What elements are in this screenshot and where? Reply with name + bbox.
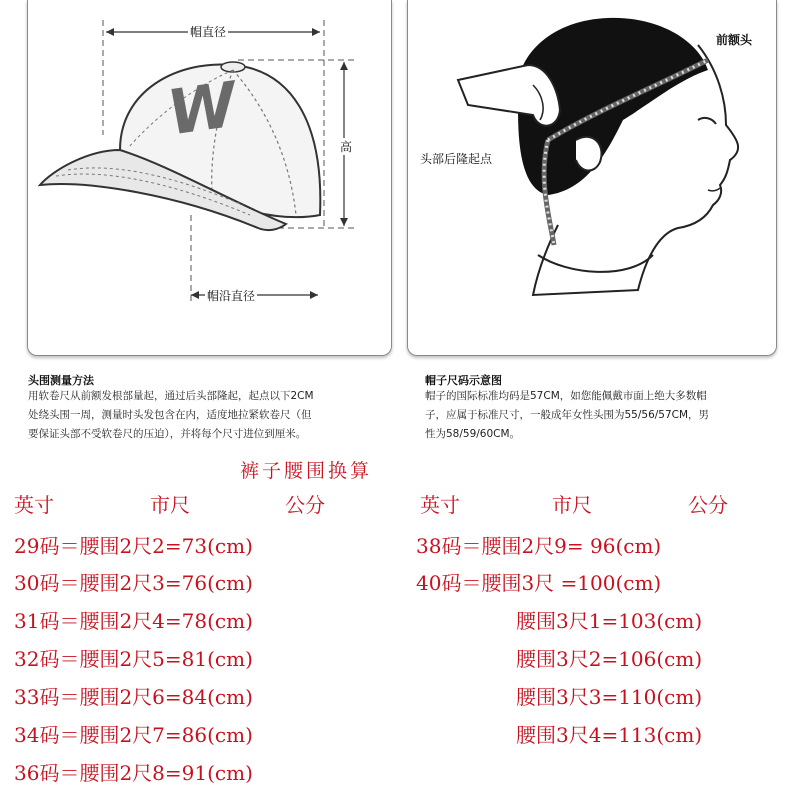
head-measurement-illustration [408,0,776,355]
note-line: 子，应属于标准尺寸，一般成年女性头围为55/56/57CM，男 [425,409,710,421]
hat-size-chart-title: 帽子尺码示意图 [425,374,502,387]
header-chinese-foot-left: 市尺 [150,493,190,517]
size-row: 30码＝腰围2尺3=76(cm) [14,571,253,595]
header-chinese-foot-right: 市尺 [552,493,592,517]
cap-diagram-panel [27,0,392,356]
note-line: 处绕头围一周，测量时头发包含在内，适度地拉紧软卷尺（但 [28,409,312,421]
forehead-label: 前额头 [716,33,753,47]
note-line: 帽子的国际标准均码是57CM，如您能佩戴市面上绝大多数帽 [425,390,707,402]
size-row: 40码＝腰围3尺 =100(cm) [416,571,662,595]
occipital-point-label: 头部后隆起点 [420,152,493,166]
note-line: 要保证头部不受软卷尺的压迫），并将每个尺寸进位到厘米。 [28,428,307,440]
size-row: 腰围3尺4=113(cm) [516,723,703,747]
header-cm-left: 公分 [285,493,325,517]
head-measure-method-title: 头围测量方法 [28,374,94,387]
size-row: 腰围3尺1=103(cm) [516,609,703,633]
size-row: 32码＝腰围2尺5=81(cm) [14,647,253,671]
crown-diameter-label: 帽直径 [190,25,227,39]
size-row: 腰围3尺3=110(cm) [516,685,703,709]
size-row: 29码＝腰围2尺2=73(cm) [14,534,253,558]
size-row: 腰围3尺2=106(cm) [516,647,703,671]
height-label: 高 [340,140,353,154]
size-row: 33码＝腰围2尺6=84(cm) [14,685,253,709]
brim-diameter-label: 帽沿直径 [207,289,256,303]
size-row: 36码＝腰围2尺8=91(cm) [14,761,253,785]
header-cm-right: 公分 [688,493,728,517]
hat-size-chart-text [425,387,785,444]
head-diagram-panel [407,0,777,356]
size-row: 34码＝腰围2尺7=86(cm) [14,723,253,747]
header-inch-right: 英寸 [420,493,460,517]
note-line: 性为58/59/60CM。 [425,428,521,440]
note-line: 用软卷尺从前额发根部量起，通过后头部隆起，起点以下2CM [28,390,314,402]
header-inch-left: 英寸 [14,493,54,517]
waist-conversion-title: 裤子腰围换算 [240,460,373,482]
size-row: 38码＝腰围2尺9= 96(cm) [416,534,662,558]
cap-logo-letter: W [163,67,241,150]
size-row: 31码＝腰围2尺4=78(cm) [14,609,253,633]
head-measure-method-text [28,387,398,444]
